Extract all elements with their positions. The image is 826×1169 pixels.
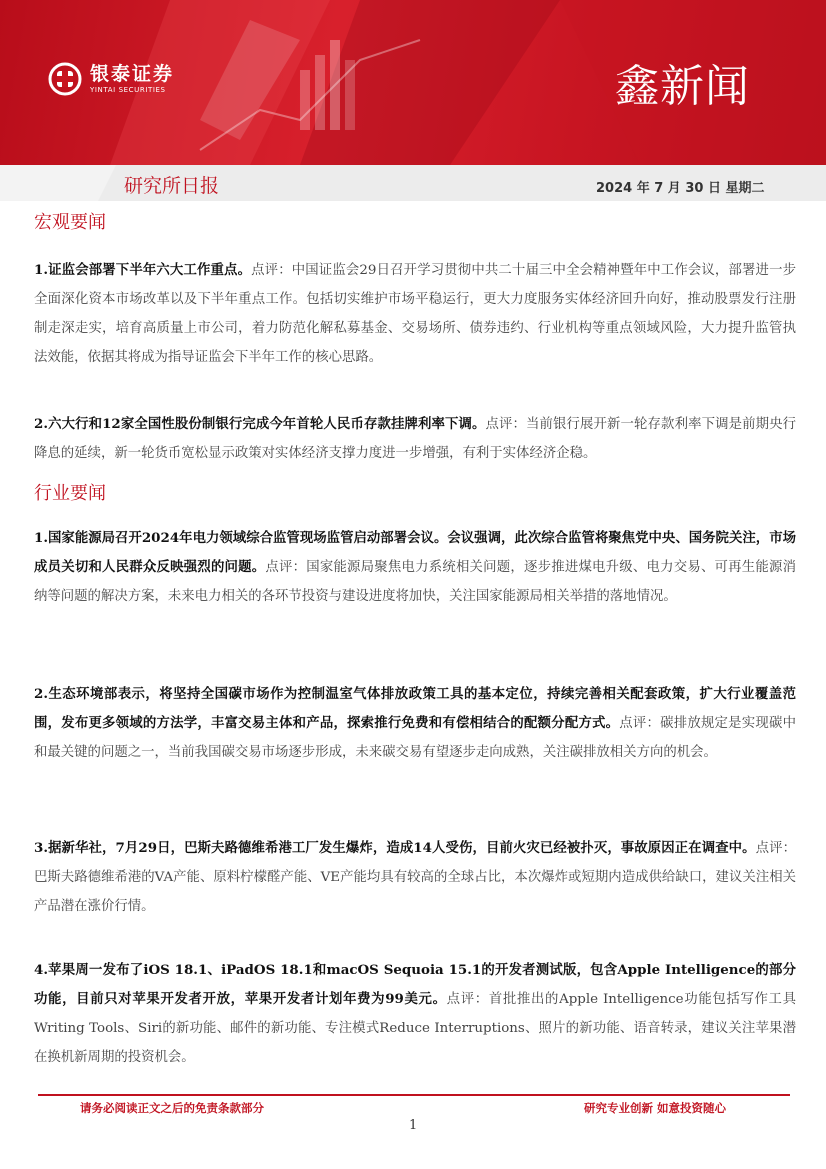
- news-item: [34, 680, 796, 767]
- logo-english-text: YINTAI SECURITIES: [90, 86, 166, 94]
- news-headline: 2.生态环境部表示，将坚持全国碳市场作为控制温室气体排放政策工具的基本定位，持续完善相关配套政策，扩大行业覆盖范围，发布更多领域的方法学，丰富交易主体和产品，探索推行免费和有偿相结合的配额分配方式。: [34, 686, 796, 731]
- news-item: [34, 524, 796, 611]
- news-item: [34, 256, 796, 372]
- news-comment: 点评：巴斯夫路德维希港的VA产能、原料柠檬醛产能、VE产能均具有较高的全球占比，本次爆炸或短期内造成供给缺口，建议关注相关产品潜在涨价行情。: [34, 841, 796, 914]
- disclaimer-note: 请务必阅读正文之后的免责条款部分: [80, 1101, 264, 1115]
- section-title-macro: 宏观要闻: [34, 212, 106, 233]
- logo-chinese-text: 银泰证券: [90, 63, 175, 85]
- news-comment: 点评：碳排放规定是实现碳中和最关键的问题之一，当前我国碳交易市场逐步形成，未来碳交易有望逐步走向成熟，关注碳排放相关方向的机会。: [34, 716, 797, 760]
- footer-divider: [38, 1094, 790, 1096]
- news-comment: 点评：首批推出的Apple Intelligence功能包括写作工具Writing Tools、Siri的新功能、邮件的新功能、专注模式Reduce Interruptions、照片的新功能、语音转录，建议关注苹果潜在换机新周期的投资机会。: [34, 992, 797, 1065]
- news-headline: 3.据新华社，7月29日，巴斯夫路德维希港工厂发生爆炸，造成14人受伤，目前火灾已经被扑灭，事故原因正在调查中。: [34, 840, 756, 856]
- company-logo: [48, 62, 174, 96]
- news-item: [34, 956, 796, 1072]
- brand-title: 鑫新闻: [615, 61, 750, 112]
- page-number: 1: [409, 1118, 418, 1133]
- daily-report-title: 研究所日报: [124, 175, 220, 197]
- report-header: [0, 0, 826, 165]
- news-comment: 点评：当前银行展开新一轮存款利率下调是前期央行降息的延续，新一轮货币宽松显示政策对实体经济支撑力度进一步增强，有利于实体经济企稳。: [34, 417, 796, 461]
- news-comment: 点评：中国证监会29日召开学习贯彻中共二十届三中全会精神暨年中工作会议，部署进一步全面深化资本市场改革以及下半年重点工作。包括切实维护市场平稳运行，更大力度服务实体经济回升向好，推动股票发行注册制走深走实，培育高质量上市公司，着力防范化解私募基金、交易场所、债券违约、行业机构等重点领域风险，大力提升监管执法效能，依据其将成为指导证监会下半年工作的核心思路。: [34, 263, 796, 365]
- news-item: [34, 410, 796, 468]
- report-date: 2024 年 7 月 30 日 星期二: [596, 181, 765, 196]
- news-item: [34, 834, 796, 921]
- yintai-logo-icon: [48, 62, 82, 96]
- news-headline: 2.六大行和12家全国性股份制银行完成今年首轮人民币存款挂牌利率下调。: [34, 416, 486, 432]
- news-headline: 1.国家能源局召开2024年电力领域综合监管现场监管启动部署会议。会议强调，此次综合监管将聚焦党中央、国务院关注，市场成员关切和人民群众反映强烈的问题。: [34, 530, 796, 575]
- news-headline: 1.证监会部署下半年六大工作重点。: [34, 262, 252, 278]
- news-comment: 点评：国家能源局聚焦电力系统相关问题，逐步推进煤电升级、电力交易、可再生能源消纳等问题的解决方案，未来电力相关的各环节投资与建设进度将加快，关注国家能源局相关举措的落地情况。: [34, 560, 796, 604]
- footer-slogan: 研究专业创新 如意投资随心: [584, 1101, 727, 1115]
- news-headline: 4.苹果周一发布了iOS 18.1、iPadOS 18.1和macOS Sequoia 15.1的开发者测试版，包含Apple Intelligence的部分功能，目前只对苹果开发者开放，苹果开发者计划年费为99美元。: [34, 962, 796, 1007]
- section-title-industry: 行业要闻: [34, 483, 106, 504]
